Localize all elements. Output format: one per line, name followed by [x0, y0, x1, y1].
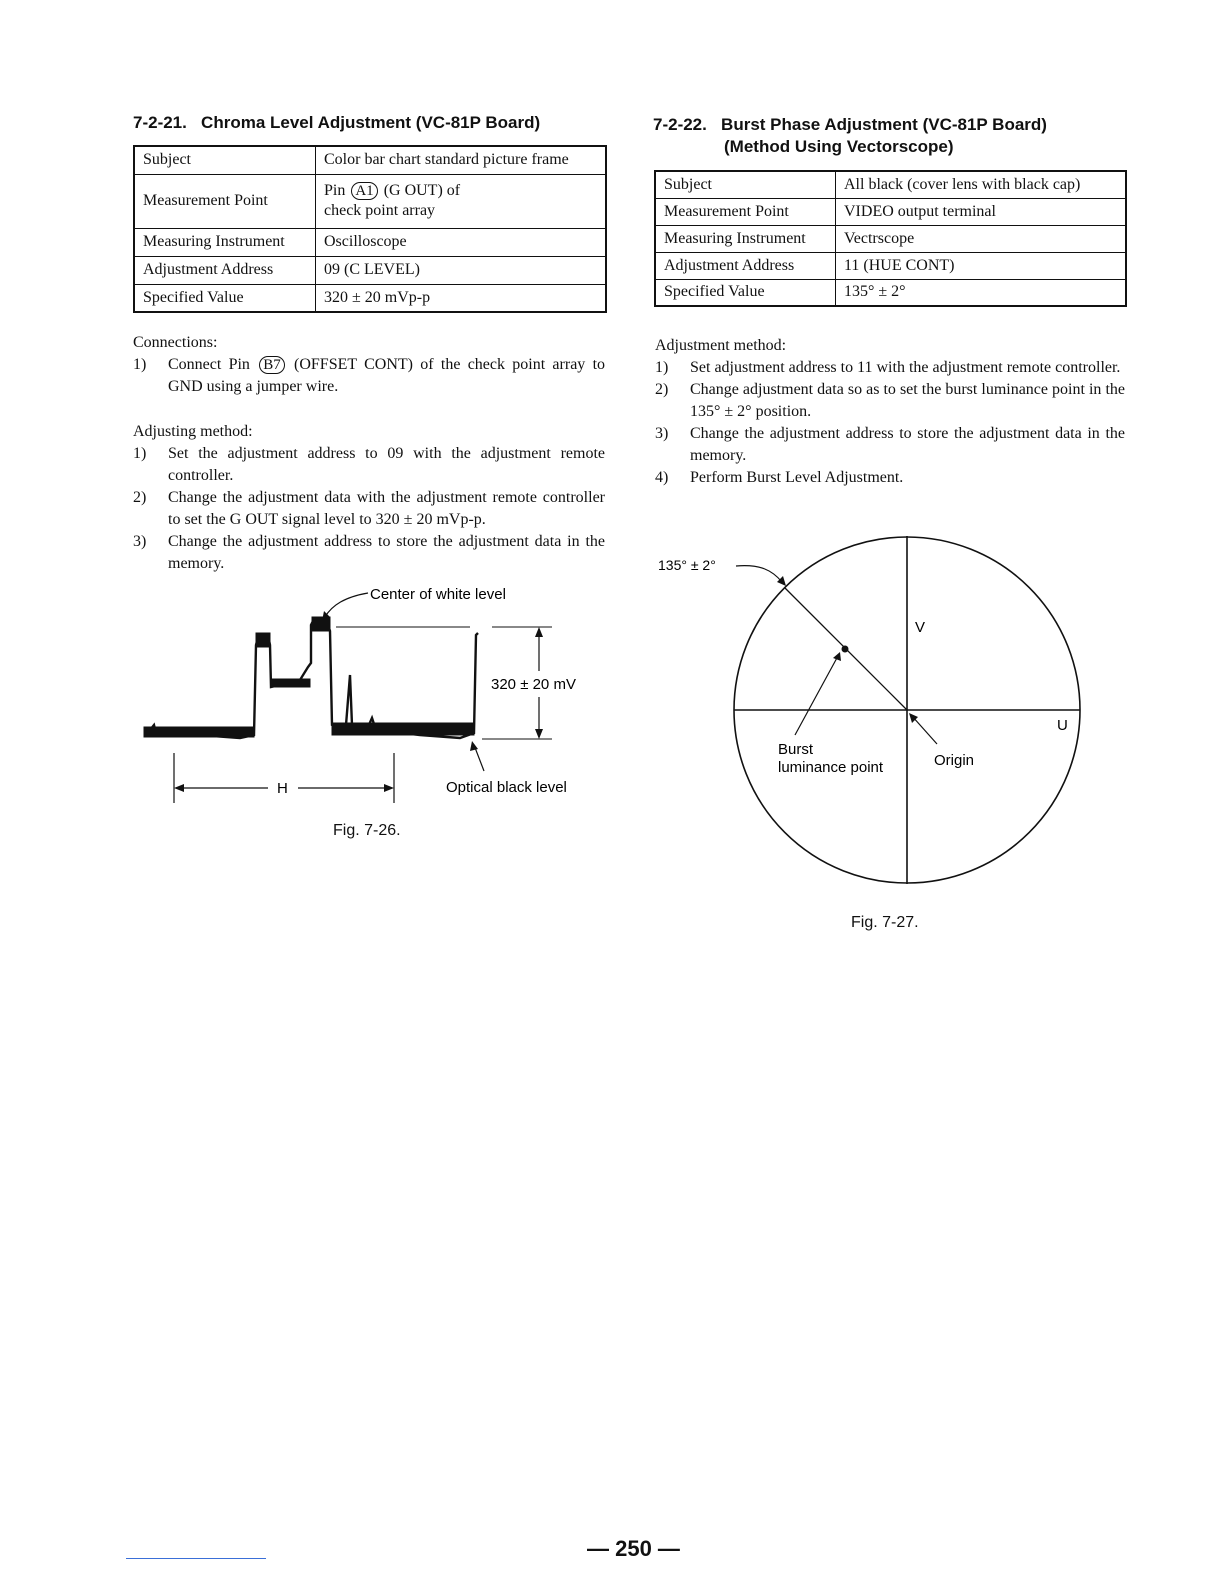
- table-row: [134, 174, 606, 228]
- table-row: [134, 284, 606, 312]
- table-row: [655, 225, 1126, 252]
- h-arrowhead-left: [174, 784, 184, 792]
- row-value: [316, 174, 607, 228]
- burst-leader: [795, 656, 838, 735]
- vectorscope-figure: [650, 530, 1090, 890]
- black-level-arrowhead: [470, 741, 478, 751]
- connections-list: [133, 354, 605, 398]
- label-amplitude: 320 ± 20 mV: [491, 676, 576, 693]
- label-v: V: [915, 619, 926, 636]
- burst-spec-table: [654, 170, 1127, 307]
- left-section: [133, 112, 607, 134]
- footer-rule: [126, 1558, 266, 1559]
- list-item: 2) Change adjustment data so as to set the burst luminance point in the 135° ± 2° position.: [655, 381, 1125, 420]
- row-value: 320 ± 20 mVp-p: [316, 284, 607, 312]
- label-angle: 135° ± 2°: [658, 557, 716, 573]
- row-label: Measurement Point: [134, 174, 316, 228]
- chroma-spec-table: [133, 145, 607, 313]
- pin-prefix: Pin: [324, 182, 346, 199]
- pin-suffix: (G OUT) of: [383, 182, 461, 199]
- label-origin: Origin: [934, 752, 975, 769]
- adjustment-method-block: [655, 335, 1125, 489]
- label-u: U: [1057, 717, 1068, 734]
- row-label: Measuring Instrument: [655, 225, 836, 252]
- row-label: Subject: [655, 171, 836, 198]
- list-item: 3) Change the adjustment address to store the adjustment data in the memory.: [133, 533, 605, 572]
- section-heading-7-2-22: [653, 114, 1133, 158]
- list-item: 1) Set the adjustment address to 09 with the adjustment remote controller.: [133, 445, 605, 484]
- page-number: — 250 —: [587, 1536, 680, 1561]
- pin-line2: check point array: [324, 202, 436, 219]
- row-label: Measurement Point: [655, 198, 836, 225]
- h-arrowhead-right: [384, 784, 394, 792]
- label-black-level: Optical black level: [446, 779, 567, 796]
- row-value: 11 (HUE CONT): [836, 252, 1127, 279]
- figure-caption-7-26: Fig. 7-26.: [333, 822, 401, 839]
- section-number: 7-2-22.: [653, 115, 707, 134]
- section-heading-7-2-21: [133, 112, 607, 134]
- row-label: Adjustment Address: [134, 256, 316, 284]
- section-number: 7-2-21.: [133, 113, 187, 132]
- row-label: Measuring Instrument: [134, 228, 316, 256]
- row-value: 09 (C LEVEL): [316, 256, 607, 284]
- amplitude-arrowhead-bottom: [535, 729, 543, 739]
- label-burst-2: luminance point: [778, 759, 884, 776]
- table-row: [134, 146, 606, 174]
- row-value: Oscilloscope: [316, 228, 607, 256]
- table-row: [134, 228, 606, 256]
- row-label: Adjustment Address: [655, 252, 836, 279]
- adjusting-method-block: [133, 421, 605, 575]
- method-title: Adjusting method:: [133, 423, 253, 440]
- table-row: [655, 279, 1126, 306]
- list-item: 1) Connect Pin B7 (OFFSET CONT) of the check point array to GND using a jumper wire.: [133, 356, 606, 395]
- table-row: [655, 171, 1126, 198]
- section-title: Chroma Level Adjustment (VC-81P Board): [201, 113, 541, 132]
- row-value: 135° ± 2°: [836, 279, 1127, 306]
- amplitude-arrowhead-top: [535, 627, 543, 637]
- row-value: All black (cover lens with black cap): [836, 171, 1127, 198]
- label-h: H: [277, 780, 288, 797]
- origin-leader: [912, 716, 937, 744]
- table-row: [655, 252, 1126, 279]
- white-level-leader: [325, 593, 368, 617]
- figure-caption-7-27: Fig. 7-27.: [851, 914, 919, 931]
- connections-block: [133, 332, 605, 398]
- waveform-figure: [140, 575, 610, 815]
- method-steps: [133, 443, 605, 575]
- row-value: Vectrscope: [836, 225, 1127, 252]
- list-item: 1) Set adjustment address to 11 with the adjustment remote controller.: [655, 359, 1121, 376]
- label-white-level: Center of white level: [370, 586, 506, 603]
- burst-leader-arrowhead: [833, 652, 841, 661]
- row-label: Subject: [134, 146, 316, 174]
- list-item: 3) Change the adjustment address to store the adjustment data in the memory.: [655, 425, 1125, 464]
- pin-b7-badge: B7: [259, 356, 285, 374]
- list-item: 2) Change the adjustment data with the adjustment remote controller to set the G OUT signal level to 320 ± 20 mVp-p.: [133, 489, 605, 528]
- pin-a1-badge: A1: [351, 182, 377, 200]
- row-label: Specified Value: [655, 279, 836, 306]
- method-steps: [655, 357, 1125, 489]
- row-value: Color bar chart standard picture frame: [316, 146, 607, 174]
- row-label: Specified Value: [134, 284, 316, 312]
- table-row: [134, 256, 606, 284]
- section-subtitle: (Method Using Vectorscope): [724, 137, 954, 156]
- burst-point-marker: [842, 646, 849, 653]
- list-item: 4) Perform Burst Level Adjustment.: [655, 469, 904, 486]
- connections-title: Connections:: [133, 334, 218, 351]
- section-title: Burst Phase Adjustment (VC-81P Board): [721, 115, 1047, 134]
- table-row: [655, 198, 1126, 225]
- label-burst-1: Burst: [778, 741, 814, 758]
- waveform-trace: [144, 617, 478, 738]
- method-title: Adjustment method:: [655, 337, 787, 354]
- row-value: VIDEO output terminal: [836, 198, 1127, 225]
- angle-leader: [736, 566, 782, 582]
